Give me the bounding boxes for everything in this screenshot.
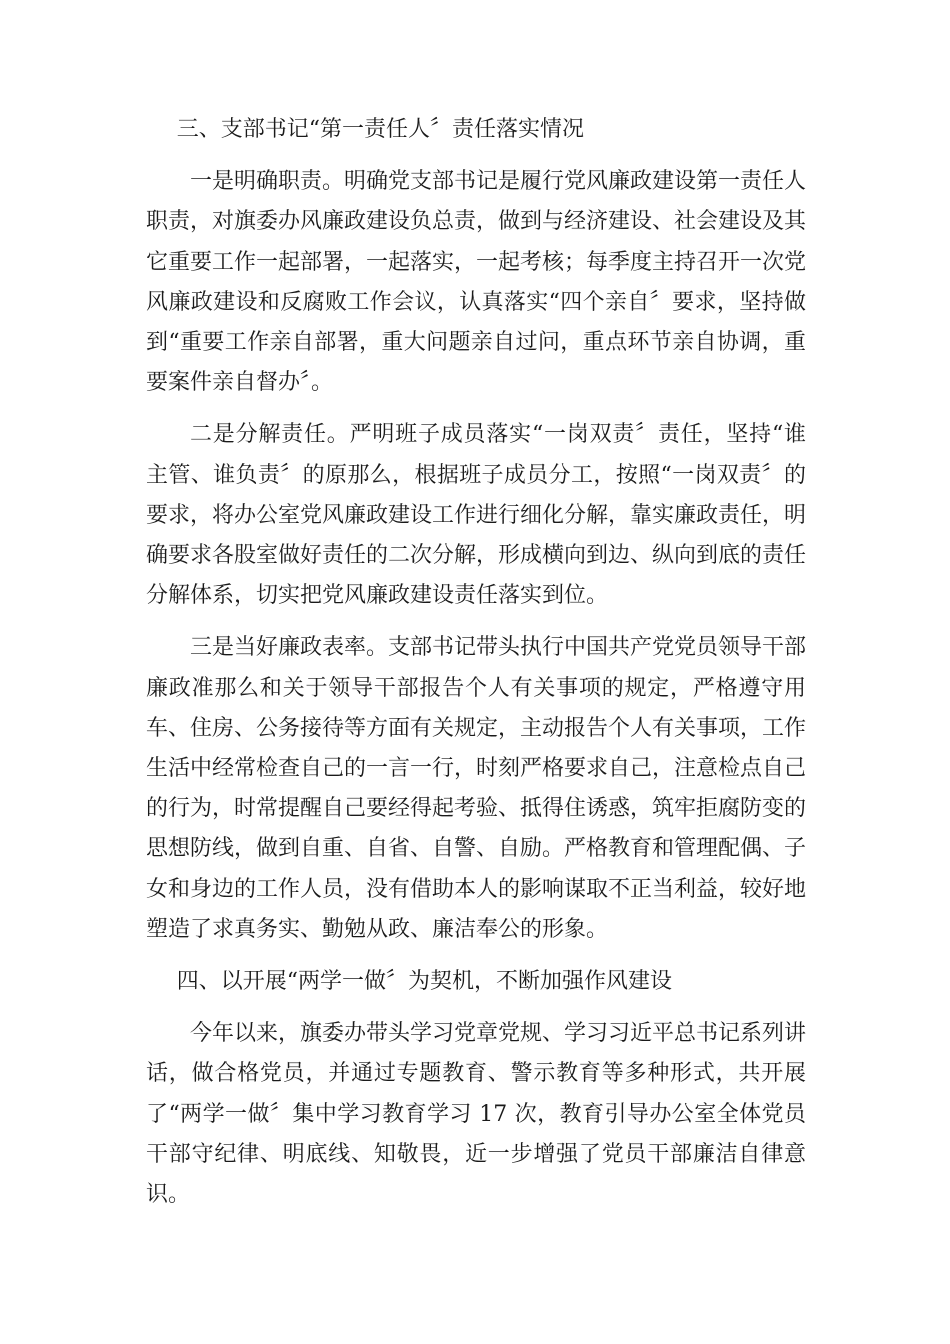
section-heading-4: 四、以开展“两学一做〞为契机，不断加强作风建设 <box>176 969 673 995</box>
paragraph-decompose-responsibility: 二是分解责任。严明班子成员落实“一岗双责〞责任，坚持“谁主管、谁负责〞的原那么，根据班子成员分工，按照“一岗双责〞的要求，将办公室党风廉政建设工作进行细化分解，靠实廉政责任，明确要求各股室做好责任的二次分解，形成横向到边、纵向到底的责任分解体系，切实把党风廉政建设责任落实到位。 <box>146 422 807 609</box>
paragraph-integrity-example: 三是当好廉政表率。支部书记带头执行中国共产党党员领导干部廉政准那么和关于领导干部报告个人有关事项的规定，严格遵守用车、住房、公务接待等方面有关规定，主动报告个人有关事项，工作生活中经常检查自己的一言一行，时刻严格要求自己，注意检点自己的行为，时常提醒自己要经得起考验、抵得住诱惑，筑牢拒腐防变的思想防线，做到自重、自省、自警、自励。严格教育和管理配偶、子女和身边的工作人员，没有借助本人的影响谋取不正当利益，较好地塑造了求真务实、勤勉从政、廉洁奉公的形象。 <box>146 635 807 942</box>
section-heading-3: 三、支部书记“第一责任人〞责任落实情况 <box>176 117 585 142</box>
document-body <box>146 110 806 1227</box>
paragraph-two-studies: 今年以来，旗委办带头学习党章党规、学习习近平总书记系列讲话，做合格党员，并通过专题教育、警示教育等多种形式，共开展了“两学一做〞集中学习教育学习 17 次，教育引导办公室全体党员干部守纪律、明底线、知敬畏，近一步增强了党员干部廉洁自律意识。 <box>146 1021 807 1208</box>
paragraph-clarify-duties: 一是明确职责。明确党支部书记是履行党风廉政建设第一责任人职责，对旗委办风廉政建设负总责，做到与经济建设、社会建设及其它重要工作一起部署，一起落实，一起考核；每季度主持召开一次党风廉政建设和反腐败工作会议，认真落实“四个亲自〞要求，坚持做到“重要工作亲自部署，重大问题亲自过问，重点环节亲自协调，重要案件亲自督办〞。 <box>146 169 807 396</box>
